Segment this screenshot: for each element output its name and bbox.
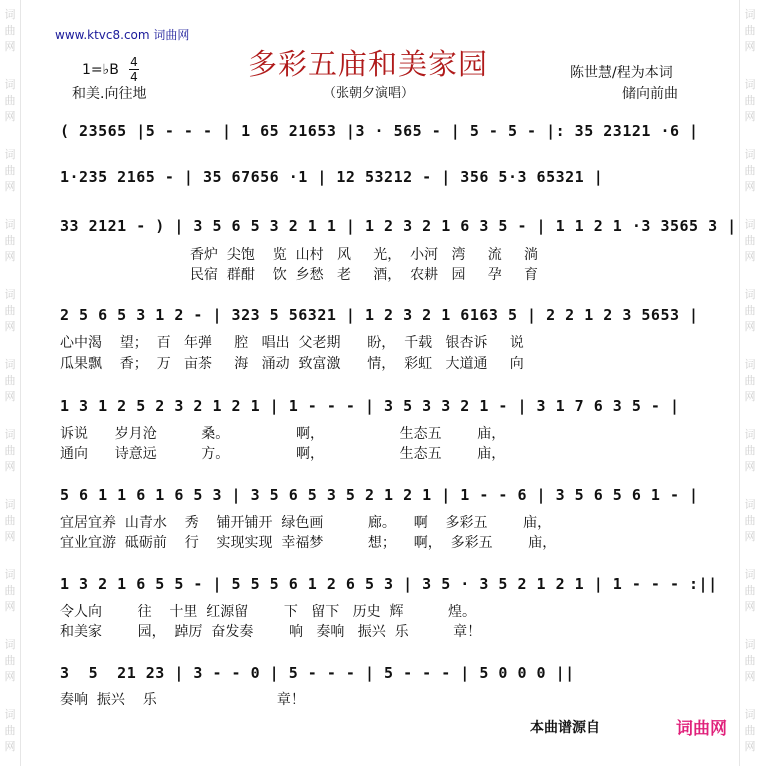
watermark-char: 词	[744, 218, 756, 231]
watermark-char: 曲	[4, 724, 16, 737]
watermark-char: 词	[744, 708, 756, 721]
watermark-char: 网	[744, 110, 756, 123]
watermark-char: 网	[4, 180, 16, 193]
song-title: 多彩五庙和美家园	[248, 47, 489, 81]
watermark-char: 词	[744, 498, 756, 511]
time-signature	[129, 56, 139, 83]
score-row: 5 6 1 1 6 1 6 5 3 | 3 5 6 5 3 5 2 1 2 1 | 1 - - 6 | 3 5 6 5 6 1 - |	[60, 486, 699, 504]
score-row: 2 5 6 5 3 1 2 - | 323 5 56321 | 1 2 3 2 1 6163 5 | 2 2 1 2 3 5653 |	[60, 306, 699, 324]
score-row: 1·235 2165 - | 35 67656 ·1 | 12 53212 - | 356 5·3 65321 |	[60, 168, 604, 186]
watermark-char: 网	[744, 250, 756, 263]
watermark-char: 曲	[744, 164, 756, 177]
watermark-char: 曲	[4, 444, 16, 457]
watermark-char: 网	[4, 320, 16, 333]
watermark-char: 网	[4, 670, 16, 683]
watermark-char: 词	[4, 568, 16, 581]
watermark-char: 网	[744, 460, 756, 473]
singer: （张朝夕演唱）	[323, 86, 415, 101]
lyric-line: 令人向 往 十里 红源留 下 留下 历史 辉 煌。	[60, 604, 477, 620]
left-watermark-strip	[0, 0, 21, 766]
source-brand[interactable]: 词曲网	[676, 719, 727, 739]
lyric-line: 通向 诗意远 方。 啊， 生态五 庙，	[60, 446, 506, 462]
watermark-char: 词	[4, 148, 16, 161]
watermark-char: 曲	[744, 24, 756, 37]
watermark-char: 网	[744, 320, 756, 333]
watermark-char: 曲	[744, 654, 756, 667]
score-row: 33 2121 - ) | 3 5 6 5 3 2 1 1 | 1 2 3 2 1 6 3 5 - | 1 1 2 1 ·3 3565 3 |	[60, 217, 737, 235]
watermark-char: 曲	[744, 94, 756, 107]
watermark-char: 网	[744, 40, 756, 53]
watermark-char: 词	[4, 288, 16, 301]
watermark-char: 曲	[4, 164, 16, 177]
watermark-char: 曲	[4, 24, 16, 37]
watermark-char: 曲	[744, 374, 756, 387]
lyric-line: 民宿 群酣 饮 乡愁 老 酒， 农耕 园 孕 育	[190, 267, 538, 283]
watermark-char: 词	[744, 638, 756, 651]
tempo-mood: 和美.向往地	[72, 86, 147, 102]
watermark-char: 网	[4, 740, 16, 753]
watermark-char: 网	[4, 460, 16, 473]
watermark-char: 词	[4, 218, 16, 231]
watermark-char: 网	[744, 530, 756, 543]
right-watermark-strip	[739, 0, 760, 766]
watermark-char: 网	[4, 250, 16, 263]
watermark-char: 曲	[744, 584, 756, 597]
watermark-char: 词	[744, 78, 756, 91]
watermark-char: 词	[4, 498, 16, 511]
watermark-char: 曲	[4, 514, 16, 527]
time-bottom: 4	[130, 70, 138, 84]
source-label: 本曲谱源自	[530, 720, 600, 736]
watermark-char: 词	[4, 638, 16, 651]
watermark-char: 曲	[744, 514, 756, 527]
score-row: 1 3 1 2 5 2 3 2 1 2 1 | 1 - - - | 3 5 3 3 2 1 - | 3 1 7 6 3 5 - |	[60, 397, 680, 415]
watermark-char: 词	[744, 148, 756, 161]
site-header[interactable]	[55, 26, 189, 43]
watermark-char: 曲	[4, 304, 16, 317]
watermark-char: 曲	[744, 304, 756, 317]
watermark-char: 曲	[4, 654, 16, 667]
watermark-char: 网	[4, 600, 16, 613]
watermark-char: 词	[4, 78, 16, 91]
watermark-char: 词	[744, 428, 756, 441]
watermark-char: 词	[4, 8, 16, 21]
score-row: 1 3 2 1 6 5 5 - | 5 5 5 6 1 2 6 5 3 | 3 5 · 3 5 2 1 2 1 | 1 - - - :||	[60, 575, 718, 593]
lyricist: 陈世慧/程为本词	[570, 65, 673, 81]
watermark-char: 曲	[4, 234, 16, 247]
watermark-char: 网	[744, 740, 756, 753]
site-url[interactable]: www.ktvc8.com	[55, 28, 150, 42]
watermark-char: 曲	[4, 94, 16, 107]
watermark-char: 词	[744, 568, 756, 581]
watermark-char: 网	[4, 110, 16, 123]
lyric-line: 瓜果飘 香； 万 亩茶 海 涌动 致富激 情， 彩虹 大道通 向	[60, 356, 524, 372]
watermark-char: 词	[744, 358, 756, 371]
watermark-char: 词	[4, 358, 16, 371]
time-top: 4	[130, 55, 138, 69]
key-signature: 1=♭B	[82, 62, 119, 78]
lyric-line: 心中渴 望； 百 年弹 腔 唱出 父老期 盼， 千载 银杏诉 说	[60, 335, 524, 351]
watermark-char: 网	[4, 530, 16, 543]
watermark-char: 词	[744, 288, 756, 301]
watermark-char: 曲	[4, 584, 16, 597]
watermark-char: 曲	[744, 234, 756, 247]
lyric-line: 诉说 岁月沧 桑。 啊， 生态五 庙，	[60, 426, 506, 442]
watermark-char: 网	[744, 180, 756, 193]
watermark-char: 网	[744, 670, 756, 683]
watermark-char: 网	[744, 600, 756, 613]
lyric-line: 香炉 尖饱 览 山村 风 光， 小河 湾 流 淌	[190, 247, 538, 263]
watermark-char: 网	[4, 40, 16, 53]
watermark-char: 词	[744, 8, 756, 21]
site-name[interactable]: 词曲网	[153, 28, 190, 42]
watermark-char: 词	[4, 708, 16, 721]
watermark-char: 网	[744, 390, 756, 403]
lyric-line: 奏响 振兴 乐 章！	[60, 692, 305, 708]
lyric-line: 宜居宜养 山青水 秀 铺开铺开 绿色画 廊。 啊 多彩五 庙，	[60, 515, 552, 531]
watermark-char: 网	[4, 390, 16, 403]
score-row: ( 23565 |5 - - - | 1 65 21653 |3 · 565 - | 5 - 5 - |: 35 23121 ·6 |	[60, 122, 699, 140]
watermark-char: 曲	[744, 444, 756, 457]
lyric-line: 和美家 园， 踔厉 奋发奏 响 奏响 振兴 乐 章！	[60, 624, 482, 640]
watermark-char: 曲	[744, 724, 756, 737]
watermark-char: 词	[4, 428, 16, 441]
watermark-char: 曲	[4, 374, 16, 387]
lyric-line: 宜业宜游 砥砺前 行 实现实现 幸福梦 想； 啊， 多彩五 庙，	[60, 535, 557, 551]
score-row: 3 5 21 23 | 3 - - 0 | 5 - - - | 5 - - - | 5 0 0 0 ||	[60, 664, 575, 682]
composer: 储向前曲	[622, 86, 678, 102]
